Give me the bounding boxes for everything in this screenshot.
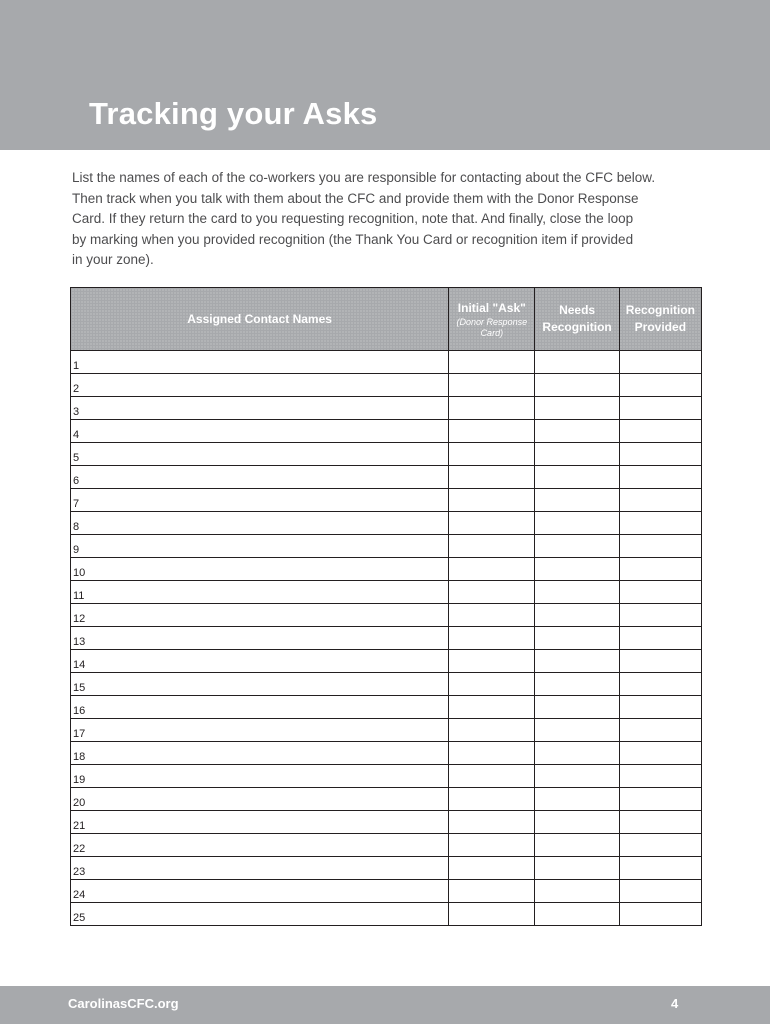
contact-name-cell[interactable]	[71, 351, 449, 374]
row-number: 5	[73, 451, 80, 464]
initial-ask-cell[interactable]	[449, 857, 535, 880]
initial-ask-cell[interactable]	[449, 535, 535, 558]
row-number: 12	[73, 612, 86, 625]
column-header-initial-ask	[449, 288, 535, 351]
table-row	[71, 512, 702, 535]
table-row	[71, 903, 702, 926]
contact-name-cell[interactable]	[71, 650, 449, 673]
recognition-provided-cell[interactable]	[619, 512, 701, 535]
needs-recognition-cell[interactable]	[535, 765, 619, 788]
page-number: 4	[671, 996, 679, 1011]
recognition-provided-cell[interactable]	[619, 811, 701, 834]
contact-name-cell[interactable]	[71, 627, 449, 650]
row-number: 8	[73, 520, 80, 533]
contact-name-cell[interactable]	[71, 466, 449, 489]
contact-name-cell[interactable]	[71, 489, 449, 512]
initial-ask-cell[interactable]	[449, 374, 535, 397]
contact-name-cell[interactable]	[71, 397, 449, 420]
row-number: 18	[73, 750, 86, 763]
table-body	[71, 351, 702, 926]
recognition-provided-cell[interactable]	[619, 696, 701, 719]
table-header-row	[71, 288, 702, 351]
contact-name-cell[interactable]	[71, 604, 449, 627]
initial-ask-cell[interactable]	[449, 650, 535, 673]
needs-recognition-cell[interactable]	[535, 696, 619, 719]
needs-recognition-cell[interactable]	[535, 558, 619, 581]
recognition-provided-cell[interactable]	[619, 673, 701, 696]
table-row	[71, 397, 702, 420]
contact-name-cell[interactable]	[71, 903, 449, 926]
table-row	[71, 420, 702, 443]
contact-name-cell[interactable]	[71, 719, 449, 742]
row-number: 24	[73, 888, 86, 901]
needs-recognition-cell[interactable]	[535, 466, 619, 489]
row-number: 11	[73, 589, 85, 602]
recognition-provided-cell[interactable]	[619, 834, 701, 857]
row-number: 3	[73, 405, 80, 418]
initial-ask-cell[interactable]	[449, 742, 535, 765]
contact-name-cell[interactable]	[71, 834, 449, 857]
contact-name-cell[interactable]	[71, 880, 449, 903]
initial-ask-cell[interactable]	[449, 719, 535, 742]
table-row	[71, 765, 702, 788]
recognition-provided-cell[interactable]	[619, 765, 701, 788]
contact-name-cell[interactable]	[71, 535, 449, 558]
initial-ask-cell[interactable]	[449, 765, 535, 788]
initial-ask-cell[interactable]	[449, 673, 535, 696]
needs-recognition-cell[interactable]	[535, 650, 619, 673]
initial-ask-cell[interactable]	[449, 466, 535, 489]
recognition-provided-cell[interactable]	[619, 558, 701, 581]
table-row	[71, 443, 702, 466]
needs-recognition-cell[interactable]	[535, 604, 619, 627]
recognition-provided-cell[interactable]	[619, 604, 701, 627]
needs-recognition-cell[interactable]	[535, 788, 619, 811]
contact-name-cell[interactable]	[71, 581, 449, 604]
recognition-provided-cell[interactable]	[619, 650, 701, 673]
table-row	[71, 788, 702, 811]
recognition-provided-cell[interactable]	[619, 443, 701, 466]
recognition-provided-cell[interactable]	[619, 581, 701, 604]
recognition-provided-cell[interactable]	[619, 880, 701, 903]
contact-name-cell[interactable]	[71, 696, 449, 719]
contact-name-cell[interactable]	[71, 420, 449, 443]
contact-name-cell[interactable]	[71, 857, 449, 880]
row-number: 14	[73, 658, 86, 671]
initial-ask-cell[interactable]	[449, 489, 535, 512]
needs-recognition-cell[interactable]	[535, 742, 619, 765]
table-row	[71, 742, 702, 765]
needs-recognition-cell[interactable]	[535, 420, 619, 443]
footer-website: CarolinasCFC.org	[68, 996, 179, 1011]
table-row	[71, 650, 702, 673]
column-header-initial-ask-sublabel: (Donor Response Card)	[456, 316, 528, 338]
table-row	[71, 581, 702, 604]
initial-ask-cell[interactable]	[449, 696, 535, 719]
table-row	[71, 880, 702, 903]
column-header-needs-recognition	[535, 288, 619, 351]
initial-ask-cell[interactable]	[449, 880, 535, 903]
initial-ask-cell[interactable]	[449, 397, 535, 420]
contact-name-cell[interactable]	[71, 558, 449, 581]
recognition-provided-cell[interactable]	[619, 903, 701, 926]
recognition-provided-cell[interactable]	[619, 719, 701, 742]
needs-recognition-cell[interactable]	[535, 880, 619, 903]
page-title: Tracking your Asks	[89, 96, 378, 131]
table-row	[71, 489, 702, 512]
initial-ask-cell[interactable]	[449, 512, 535, 535]
table-row	[71, 627, 702, 650]
needs-recognition-cell[interactable]	[535, 834, 619, 857]
initial-ask-cell[interactable]	[449, 351, 535, 374]
recognition-provided-cell[interactable]	[619, 535, 701, 558]
row-number: 4	[73, 428, 80, 441]
needs-recognition-cell[interactable]	[535, 512, 619, 535]
contact-name-cell[interactable]	[71, 673, 449, 696]
initial-ask-cell[interactable]	[449, 627, 535, 650]
initial-ask-cell[interactable]	[449, 581, 535, 604]
table-row	[71, 535, 702, 558]
recognition-provided-cell[interactable]	[619, 351, 701, 374]
recognition-provided-cell[interactable]	[619, 627, 701, 650]
initial-ask-cell[interactable]	[449, 420, 535, 443]
row-number: 6	[73, 474, 80, 487]
table-row	[71, 696, 702, 719]
contact-name-cell[interactable]	[71, 788, 449, 811]
row-number: 2	[73, 382, 80, 395]
initial-ask-cell[interactable]	[449, 788, 535, 811]
tracking-table	[70, 287, 702, 926]
recognition-provided-cell[interactable]	[619, 742, 701, 765]
table-row	[71, 558, 702, 581]
column-header-recognition-provided-line1: Recognition	[625, 303, 696, 317]
recognition-provided-cell[interactable]	[619, 397, 701, 420]
initial-ask-cell[interactable]	[449, 604, 535, 627]
initial-ask-cell[interactable]	[449, 443, 535, 466]
needs-recognition-cell[interactable]	[535, 903, 619, 926]
column-header-recognition-provided-line2: Provided	[634, 320, 687, 334]
contact-name-cell[interactable]	[71, 512, 449, 535]
row-number: 25	[73, 911, 86, 924]
needs-recognition-cell[interactable]	[535, 673, 619, 696]
column-header-needs-recognition-line1: Needs	[559, 303, 596, 317]
column-header-recognition-provided	[619, 288, 701, 351]
recognition-provided-cell[interactable]	[619, 466, 701, 489]
needs-recognition-cell[interactable]	[535, 857, 619, 880]
contact-name-cell[interactable]	[71, 374, 449, 397]
table-row	[71, 811, 702, 834]
row-number: 1	[73, 359, 80, 372]
needs-recognition-cell[interactable]	[535, 443, 619, 466]
contact-name-cell[interactable]	[71, 765, 449, 788]
table-row	[71, 351, 702, 374]
needs-recognition-cell[interactable]	[535, 627, 619, 650]
column-header-contact-names-label: Assigned Contact Names	[187, 311, 332, 326]
row-number: 20	[73, 796, 86, 809]
table-row	[71, 374, 702, 397]
table-row	[71, 719, 702, 742]
contact-name-cell[interactable]	[71, 811, 449, 834]
contact-name-cell[interactable]	[71, 443, 449, 466]
column-header-initial-ask-label: Initial "Ask"	[457, 300, 526, 315]
initial-ask-cell[interactable]	[449, 834, 535, 857]
intro-paragraph: List the names of each of the co-workers you are responsible for contacting about the CFC below. Then track when you talk with them about the CFC and provide them with the Donor Response Card. If they return the card to you requesting recognition, note that. And finally, close the loop by marking when you provided recognition (the Thank You Card or recognition item if provided in your zone).	[72, 170, 656, 267]
table-row	[71, 673, 702, 696]
needs-recognition-cell[interactable]	[535, 397, 619, 420]
row-number: 21	[73, 819, 86, 832]
row-number: 7	[73, 497, 80, 510]
needs-recognition-cell[interactable]	[535, 811, 619, 834]
initial-ask-cell[interactable]	[449, 558, 535, 581]
recognition-provided-cell[interactable]	[619, 420, 701, 443]
row-number: 10	[73, 566, 86, 579]
row-number: 16	[73, 704, 86, 717]
row-number: 19	[73, 773, 86, 786]
row-number: 15	[73, 681, 86, 694]
initial-ask-cell[interactable]	[449, 811, 535, 834]
row-number: 9	[73, 543, 80, 556]
column-header-needs-recognition-line2: Recognition	[542, 320, 612, 334]
table-row	[71, 604, 702, 627]
initial-ask-cell[interactable]	[449, 903, 535, 926]
recognition-provided-cell[interactable]	[619, 857, 701, 880]
recognition-provided-cell[interactable]	[619, 489, 701, 512]
table-row	[71, 466, 702, 489]
needs-recognition-cell[interactable]	[535, 719, 619, 742]
row-number: 23	[73, 865, 86, 878]
needs-recognition-cell[interactable]	[535, 535, 619, 558]
needs-recognition-cell[interactable]	[535, 489, 619, 512]
row-number: 22	[73, 842, 86, 855]
contact-name-cell[interactable]	[71, 742, 449, 765]
recognition-provided-cell[interactable]	[619, 374, 701, 397]
needs-recognition-cell[interactable]	[535, 351, 619, 374]
table-row	[71, 857, 702, 880]
row-number: 13	[73, 635, 86, 648]
table-row	[71, 834, 702, 857]
column-header-contact-names	[71, 288, 449, 351]
needs-recognition-cell[interactable]	[535, 374, 619, 397]
recognition-provided-cell[interactable]	[619, 788, 701, 811]
row-number: 17	[73, 727, 86, 740]
needs-recognition-cell[interactable]	[535, 581, 619, 604]
